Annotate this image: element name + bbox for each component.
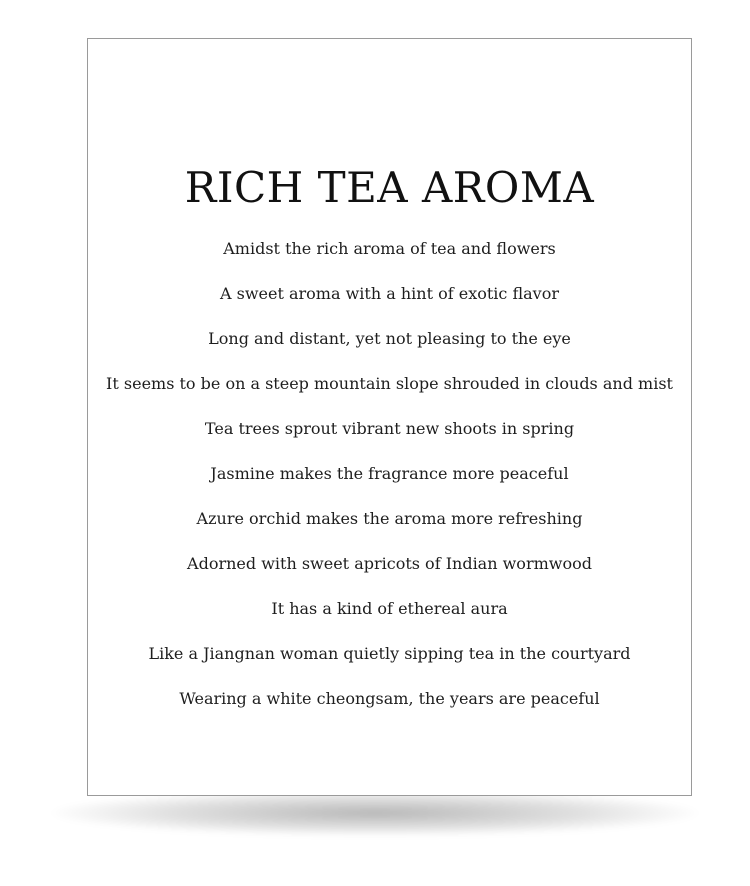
poem-line: Like a Jiangnan woman quietly sipping tea in the courtyard: [148, 644, 631, 663]
poem-lines: [88, 237, 691, 732]
poem-line: Tea trees sprout vibrant new shoots in spring: [204, 419, 575, 438]
poem-line: Azure orchid makes the aroma more refreshing: [196, 509, 583, 528]
poem-line: It has a kind of ethereal aura: [271, 599, 508, 618]
poem-title: RICH TEA AROMA: [184, 163, 595, 212]
poem-card: [87, 38, 692, 796]
poem-line: Long and distant, yet not pleasing to the eye: [208, 329, 571, 348]
poem-line: Adorned with sweet apricots of Indian wormwood: [187, 554, 592, 573]
card-shadow: [52, 790, 698, 836]
poem-line: A sweet aroma with a hint of exotic flavor: [219, 284, 559, 303]
poem-line: Amidst the rich aroma of tea and flowers: [223, 239, 556, 258]
poem-line: Jasmine makes the fragrance more peaceful: [210, 464, 569, 483]
poem-line: It seems to be on a steep mountain slope shrouded in clouds and mist: [106, 374, 673, 393]
poem-line: Wearing a white cheongsam, the years are peaceful: [179, 689, 600, 708]
